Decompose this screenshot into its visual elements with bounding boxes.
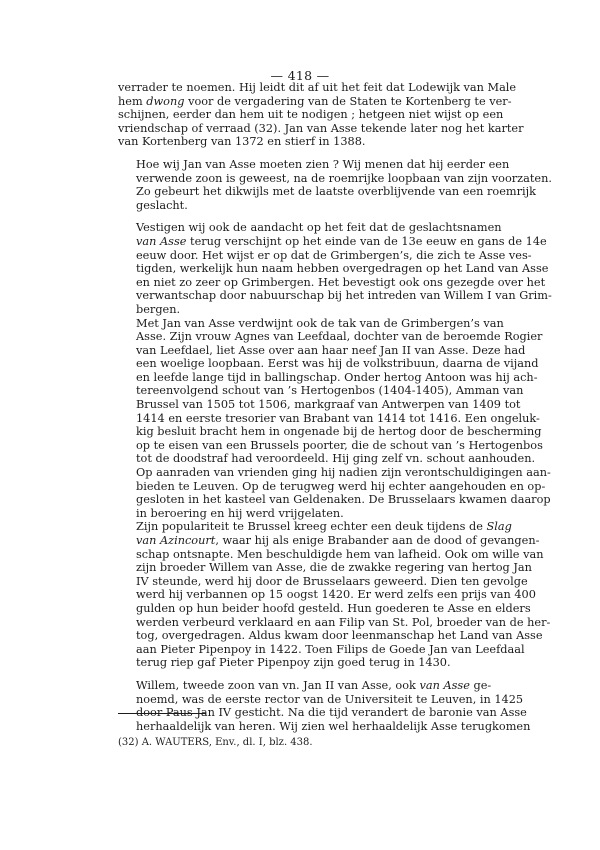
- paragraph-4: [118, 316, 551, 521]
- italic-term: van Asse: [136, 234, 187, 248]
- text-line: van Asse terug verschijnt op het einde van de 13e eeuw en gans de 14e: [136, 234, 547, 248]
- text-line: schijnen, eerder dan hem uit te nodigen ; hetgeen niet wijst op een: [118, 108, 504, 122]
- italic-term: van Asse: [419, 678, 470, 692]
- text-line: aan Pieter Pipenpoy in 1422. Toen Filips de Goede Jan van Leefdaal: [136, 642, 525, 656]
- text-line: tog, overgedragen. Aldus kwam door leenmanschap het Land van Asse: [136, 629, 543, 643]
- text-line: bieden te Leuven. Op de terugweg werd hij echter aangehouden en op-: [136, 479, 546, 493]
- text-line: hem dwong voor de vergadering van de Staten te Kortenberg te ver-: [118, 94, 512, 108]
- text-line: en niet zo zeer op Grimbergen. Het bevestigt ook ons gezegde over het: [136, 275, 546, 289]
- text-line: Met Jan van Asse verdwijnt ook de tak van de Grimbergen’s van: [136, 316, 504, 330]
- text-line: verwende zoon is geweest, na de roemrijke loopbaan van zijn voorzaten.: [136, 171, 552, 185]
- text-line: tigden, werkelijk hun naam hebben overgedragen op het Land van Asse: [136, 262, 549, 276]
- text-line: bergen.: [136, 302, 181, 316]
- text-line: Vestigen wij ook de aandacht op het feit dat de geslachtsnamen: [136, 221, 502, 235]
- text-line: herhaaldelijk van heren. Wij zien wel herhaaldelijk Asse terugkomen: [136, 719, 531, 733]
- text-line: noemd, was de eerste rector van de Universiteit te Leuven, in 1425: [136, 692, 524, 706]
- text-line: Hoe wij Jan van Asse moeten zien ? Wij menen dat hij eerder een: [136, 157, 510, 171]
- text-line: Asse. Zijn vrouw Agnes van Leefdaal, dochter van de beroemde Rogier: [136, 330, 543, 344]
- footnote-divider: [118, 713, 206, 714]
- text-line: 1414 en eerste tresorier van Brabant van 1414 tot 1416. Een ongeluk-: [136, 411, 540, 425]
- text-line: werden verbeurd verklaard en aan Filip van St. Pol, broeder van de her-: [136, 615, 551, 629]
- text-line: in beroering en hij werd vrijgelaten.: [136, 506, 344, 520]
- italic-term: dwong: [146, 94, 185, 108]
- text-line: gesloten in het kasteel van Geldenaken. De Brusselaars kwamen daarop: [136, 493, 551, 507]
- page-number: — 418 —: [270, 68, 330, 83]
- text-line: tereenvolgend schout van ’s Hertogenbos (1404-1405), Amman van: [136, 384, 524, 398]
- text-line: door Paus Jan IV gesticht. Na die tijd verandert de baronie van Asse: [136, 706, 527, 720]
- body-text: [118, 81, 552, 733]
- paragraph-3: [118, 221, 552, 316]
- text-line: vriendschap of verraad (32). Jan van Asse tekende later nog het karter: [118, 121, 524, 135]
- text-line: geslacht.: [136, 198, 188, 212]
- text-line: van Kortenberg van 1372 en stierf in 1388.: [118, 135, 366, 149]
- text-line: Zijn populariteit te Brussel kreeg echter een deuk tijdens de Slag: [136, 520, 512, 534]
- text-line: Brussel van 1505 tot 1506, markgraaf van Antwerpen van 1409 tot: [136, 398, 521, 412]
- text-line: verrader te noemen. Hij leidt dit af uit het feit dat Lodewijk van Male: [118, 81, 517, 94]
- text-line: terug riep gaf Pieter Pipenpoy zijn goed terug in 1430.: [136, 656, 451, 670]
- text-line: Zo gebeurt het dikwijls met de laatste overblijvende van een roemrijk: [136, 185, 536, 199]
- text-line: Op aanraden van vrienden ging hij nadien zijn verontschuldigingen aan-: [136, 466, 551, 480]
- text-line: gulden op hun beider hoofd gesteld. Hun goederen te Asse en elders: [136, 601, 531, 615]
- text-line: een woelige loopbaan. Eerst was hij de volkstribuun, daarna de vijand: [136, 357, 539, 371]
- italic-term: Slag: [486, 520, 512, 534]
- text-line: en leefde lange tijd in ballingschap. Onder hertog Antoon was hij ach-: [136, 370, 538, 384]
- paragraph-1: [118, 81, 524, 149]
- text-line: tot de doodstraf had veroordeeld. Hij ging zelf vn. schout aanhouden.: [136, 452, 536, 466]
- text-line: Willem, tweede zoon van vn. Jan II van Asse, ook van Asse ge-: [136, 678, 492, 692]
- text-line: van Azincourt, waar hij als enige Brabander aan de dood of gevangen-: [136, 534, 540, 547]
- text-line: kig besluit bracht hem in ongenade bij de hertog door de bescherming: [136, 425, 542, 439]
- paragraph-6: [118, 678, 531, 733]
- text-line: schap ontsnapte. Men beschuldigde hem van lafheid. Ook om wille van: [136, 547, 544, 561]
- text-line: van Leefdael, liet Asse over aan haar neef Jan II van Asse. Deze had: [136, 343, 526, 357]
- text-line: zijn broeder Willem van Asse, die de zwakke regering van hertog Jan: [136, 561, 532, 575]
- italic-term: van Azincourt: [136, 534, 216, 547]
- text-line: op te eisen van een Brussels poorter, die de schout van ’s Hertogenbos: [136, 438, 543, 452]
- footnote: (32) A. WAUTERS, Env., dl. I, blz. 438.: [118, 737, 313, 748]
- text-line: werd hij verbannen op 15 oogst 1420. Er werd zelfs een prijs van 400: [136, 588, 536, 602]
- text-line: IV steunde, werd hij door de Brusselaars geweerd. Dien ten gevolge: [136, 574, 528, 588]
- paragraph-2: [118, 157, 552, 212]
- paragraph-5: [118, 520, 551, 670]
- text-line: verwantschap door nabuurschap bij het intreden van Willem I van Grim-: [136, 289, 552, 303]
- text-line: eeuw door. Het wijst er op dat de Grimbergen’s, die zich te Asse ves-: [136, 248, 532, 262]
